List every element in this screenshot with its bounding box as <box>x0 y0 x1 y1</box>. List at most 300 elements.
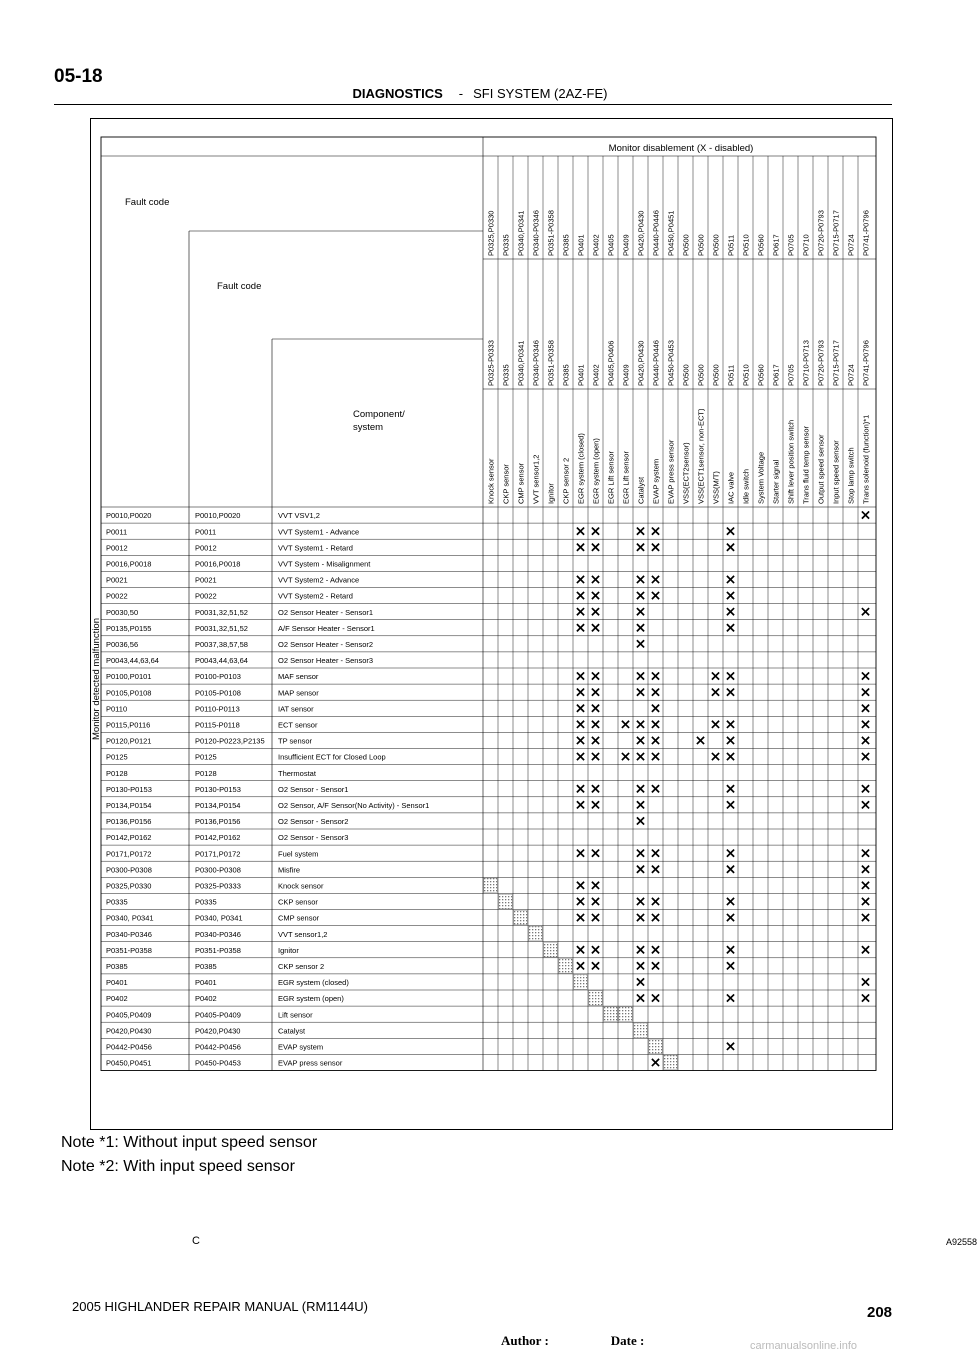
col-code1-24: P0724 <box>846 234 856 256</box>
disabled-x-mark <box>577 962 584 969</box>
disabled-x-mark <box>652 705 659 712</box>
row-code1-19: P0136,P0156 <box>106 817 152 827</box>
shaded-cell <box>514 910 527 925</box>
header-sep: - <box>458 86 464 101</box>
col-component-8: EGR Lift sensor <box>606 451 616 504</box>
col-component-25: Trans solenoid (function)*1 <box>861 414 871 504</box>
disabled-x-mark <box>712 672 719 679</box>
col-code2-15: P0500 <box>711 364 721 386</box>
disabled-x-mark <box>727 528 734 535</box>
disabled-x-mark <box>652 785 659 792</box>
shaded-cell <box>664 1055 677 1070</box>
disabled-x-mark <box>577 898 584 905</box>
section-number: 05-18 <box>54 66 103 87</box>
disabled-x-mark <box>727 576 734 583</box>
col-component-14: VSS(ECT1sensor, non-ECT) <box>696 408 706 504</box>
disabled-x-mark <box>622 753 629 760</box>
row-component-31: Lift sensor <box>278 1010 313 1020</box>
col-component-20: Shift lever position switch <box>786 419 796 504</box>
disabled-x-mark <box>637 592 644 599</box>
row-code1-12: P0110 <box>106 704 128 714</box>
disabled-x-mark <box>577 737 584 744</box>
row-component-6: O2 Sensor Heater - Sensor1 <box>278 607 374 617</box>
row-code2-33: P0442-P0456 <box>195 1042 241 1052</box>
row-code1-11: P0105,P0108 <box>106 688 152 698</box>
col-code2-16: P0511 <box>726 364 736 386</box>
disabled-x-mark <box>592 914 599 921</box>
col-component-3: VVT sensor1,2 <box>531 454 541 504</box>
row-code1-32: P0420,P0430 <box>106 1026 152 1036</box>
col-code2-7: P0402 <box>591 364 601 386</box>
disabled-x-mark <box>637 898 644 905</box>
col-code2-21: P0710-P0713 <box>801 340 811 386</box>
row-code2-17: P0130-P0153 <box>195 784 241 794</box>
disabled-x-mark <box>727 914 734 921</box>
row-component-30: EGR system (open) <box>278 994 344 1004</box>
row-component-12: IAT sensor <box>278 704 314 714</box>
shaded-cell <box>649 1039 662 1054</box>
disabled-x-mark <box>592 608 599 615</box>
figure-corner-letter: C <box>192 1235 200 1247</box>
disabled-x-mark <box>652 994 659 1001</box>
shaded-cell <box>634 1023 647 1038</box>
disabled-x-mark <box>862 608 869 615</box>
row-code1-22: P0300-P0308 <box>106 865 152 875</box>
row-code1-5: P0022 <box>106 591 128 601</box>
disabled-x-mark <box>652 544 659 551</box>
col-code2-9: P0409 <box>621 364 631 386</box>
disabled-x-mark <box>637 544 644 551</box>
disabled-x-mark <box>592 962 599 969</box>
row-code2-34: P0450-P0453 <box>195 1058 241 1068</box>
disabled-x-mark <box>637 576 644 583</box>
row-code1-1: P0011 <box>106 527 128 537</box>
col-component-5: CKP sensor 2 <box>561 457 571 504</box>
col-component-10: Catalyst <box>636 476 646 504</box>
row-code1-16: P0128 <box>106 768 128 778</box>
row-code2-26: P0340-P0346 <box>195 929 241 939</box>
row-component-7: A/F Sensor Heater - Sensor1 <box>278 623 375 633</box>
row-component-11: MAP sensor <box>278 688 319 698</box>
row-code2-4: P0021 <box>195 575 217 585</box>
row-code2-32: P0420,P0430 <box>195 1026 241 1036</box>
row-component-26: VVT sensor1,2 <box>278 929 328 939</box>
disabled-x-mark <box>592 576 599 583</box>
watermark: carmanualsonline.info <box>750 1340 858 1352</box>
disabled-x-mark <box>862 689 869 696</box>
disabled-x-mark <box>727 946 734 953</box>
row-code2-7: P0031,32,51,52 <box>195 623 248 633</box>
disabled-x-mark <box>727 994 734 1001</box>
header-left: DIAGNOSTICS <box>352 86 443 101</box>
disabled-x-mark <box>577 946 584 953</box>
disabled-x-mark <box>652 850 659 857</box>
col-component-23: Input speed sensor <box>831 440 841 504</box>
col-component-17: Idle switch <box>741 468 751 504</box>
disabled-x-mark <box>727 672 734 679</box>
row-code2-9: P0043,44,63,64 <box>195 656 248 666</box>
col-component-16: IAC valve <box>726 471 736 504</box>
disabled-x-mark <box>577 689 584 696</box>
disabled-x-mark <box>622 721 629 728</box>
disabled-x-mark <box>637 946 644 953</box>
disabled-x-mark <box>577 850 584 857</box>
disabled-x-mark <box>727 721 734 728</box>
header-rule <box>54 104 892 105</box>
row-code1-30: P0402 <box>106 994 128 1004</box>
disabled-x-mark <box>712 689 719 696</box>
col-code1-19: P0617 <box>771 234 781 256</box>
disabled-x-mark <box>862 705 869 712</box>
col-component-7: EGR system (open) <box>591 438 601 504</box>
disabled-x-mark <box>637 994 644 1001</box>
row-code2-19: P0136,P0156 <box>195 817 241 827</box>
col-code1-17: P0510 <box>741 234 751 256</box>
component-label-line1: Component/ <box>353 409 405 420</box>
col-component-4: Ignitor <box>546 483 556 504</box>
col-code2-6: P0401 <box>576 364 586 386</box>
shaded-cell <box>559 959 572 974</box>
col-code2-10: P0420,P0430 <box>636 340 646 386</box>
disabled-x-mark <box>727 898 734 905</box>
row-code2-30: P0402 <box>195 994 217 1004</box>
col-component-0: Knock sensor <box>486 458 496 504</box>
col-code1-11: P0440-P0446 <box>651 210 661 256</box>
col-code2-13: P0500 <box>681 364 691 386</box>
col-code2-1: P0335 <box>501 364 511 386</box>
col-component-9: EGR Lift sensor <box>621 451 631 504</box>
disabled-x-mark <box>727 737 734 744</box>
row-component-13: ECT sensor <box>278 720 318 730</box>
note-1: Note *1: Without input speed sensor <box>61 1134 318 1151</box>
row-component-15: Insufficient ECT for Closed Loop <box>278 752 386 762</box>
row-code1-6: P0030,50 <box>106 607 139 617</box>
disabled-x-mark <box>652 592 659 599</box>
disabled-x-mark <box>592 753 599 760</box>
disabled-x-mark <box>727 544 734 551</box>
row-component-8: O2 Sensor Heater - Sensor2 <box>278 640 374 649</box>
row-code1-29: P0401 <box>106 978 128 988</box>
disabled-x-mark <box>697 737 704 744</box>
row-code1-25: P0340, P0341 <box>106 913 154 923</box>
disabled-x-mark <box>862 978 869 985</box>
disabled-x-mark <box>652 914 659 921</box>
col-code1-13: P0500 <box>681 234 691 256</box>
disabled-x-mark <box>652 866 659 873</box>
monitor-table-grid <box>91 119 894 1131</box>
row-code1-13: P0115,P0116 <box>106 720 151 730</box>
row-component-1: VVT System1 - Advance <box>278 527 360 537</box>
col-code2-22: P0720-P0793 <box>816 340 826 386</box>
disabled-x-mark <box>637 801 644 808</box>
shaded-cell <box>484 878 497 893</box>
col-code2-4: P0351-P0358 <box>546 340 556 386</box>
row-code2-10: P0100-P0103 <box>195 672 241 682</box>
disabled-x-mark <box>862 672 869 679</box>
col-code2-3: P0340-P0346 <box>531 340 541 386</box>
disabled-x-mark <box>637 640 644 647</box>
row-code1-0: P0010,P0020 <box>106 511 152 521</box>
manual-title: 2005 HIGHLANDER REPAIR MANUAL (RM1144U) <box>72 1299 368 1314</box>
disabled-x-mark <box>862 785 869 792</box>
row-code2-14: P0120-P0223,P2135 <box>195 736 265 746</box>
col-code1-20: P0705 <box>786 234 796 256</box>
disabled-x-mark <box>862 753 869 760</box>
col-code1-2: P0340,P0341 <box>516 210 526 256</box>
shaded-cell <box>589 991 602 1006</box>
row-code2-16: P0128 <box>195 768 217 778</box>
author-label: Author : <box>501 1333 549 1348</box>
row-code1-2: P0012 <box>106 543 128 553</box>
col-code2-25: P0741-P0796 <box>861 340 871 386</box>
disabled-x-mark <box>727 1043 734 1050</box>
row-code2-13: P0115-P0118 <box>195 720 240 730</box>
row-code1-17: P0130-P0153 <box>106 784 152 794</box>
row-code1-31: P0405,P0409 <box>106 1010 152 1020</box>
figure-id: A92558 <box>946 1237 977 1247</box>
col-component-11: EVAP system <box>651 458 661 504</box>
disabled-x-mark <box>862 721 869 728</box>
disabled-x-mark <box>637 785 644 792</box>
row-code2-3: P0016,P0018 <box>195 559 241 569</box>
row-component-23: Knock sensor <box>278 881 324 891</box>
col-component-13: VSS(ECT2sensor) <box>681 442 691 504</box>
col-code1-22: P0720-P0793 <box>816 210 826 256</box>
disabled-x-mark <box>652 1059 659 1066</box>
disabled-x-mark <box>577 785 584 792</box>
col-code1-16: P0511 <box>726 234 736 256</box>
row-code2-31: P0405-P0409 <box>195 1010 241 1020</box>
disabled-x-mark <box>652 528 659 535</box>
disabled-x-mark <box>652 672 659 679</box>
disabled-x-mark <box>862 898 869 905</box>
disabled-x-mark <box>862 866 869 873</box>
col-code2-20: P0705 <box>786 364 796 386</box>
disabled-x-mark <box>592 592 599 599</box>
author-date-line <box>501 1333 706 1349</box>
disabled-x-mark <box>727 866 734 873</box>
disabled-x-mark <box>592 737 599 744</box>
col-code2-14: P0500 <box>696 364 706 386</box>
col-component-22: Output speed sensor <box>816 434 826 504</box>
row-code2-20: P0142,P0162 <box>195 833 241 843</box>
col-code1-1: P0335 <box>501 234 511 256</box>
disabled-x-mark <box>727 624 734 631</box>
disabled-x-mark <box>592 705 599 712</box>
component-label-line2: system <box>353 422 384 433</box>
row-code1-7: P0135,P0155 <box>106 623 152 633</box>
row-code1-21: P0171,P0172 <box>106 849 152 859</box>
disabled-x-mark <box>712 753 719 760</box>
col-component-6: EGR system (closed) <box>576 433 586 504</box>
row-code1-26: P0340-P0346 <box>106 929 152 939</box>
disabled-x-mark <box>592 850 599 857</box>
disabled-x-mark <box>652 737 659 744</box>
col-component-18: System Voltage <box>756 451 766 504</box>
row-code2-22: P0300-P0308 <box>195 865 241 875</box>
row-component-14: TP sensor <box>278 736 313 746</box>
col-code1-25: P0741-P0796 <box>861 210 871 256</box>
row-code2-0: P0010,P0020 <box>195 511 241 521</box>
row-component-34: EVAP press sensor <box>278 1058 343 1068</box>
col-code1-7: P0402 <box>591 234 601 256</box>
disabled-x-mark <box>862 801 869 808</box>
col-code2-5: P0385 <box>561 364 571 386</box>
disabled-x-mark <box>727 592 734 599</box>
row-component-5: VVT System2 - Retard <box>278 591 353 601</box>
disabled-x-mark <box>577 721 584 728</box>
disabled-x-mark <box>637 753 644 760</box>
row-component-19: O2 Sensor - Sensor2 <box>278 817 349 827</box>
row-component-20: O2 Sensor - Sensor3 <box>278 833 349 843</box>
row-component-33: EVAP system <box>278 1042 324 1052</box>
disabled-x-mark <box>727 753 734 760</box>
col-component-24: Stop lamp switch <box>846 447 856 504</box>
row-code1-20: P0142,P0162 <box>106 833 152 843</box>
col-code1-6: P0401 <box>576 234 586 256</box>
shaded-cell <box>619 1007 632 1022</box>
col-code2-8: P0405,P0406 <box>606 340 616 386</box>
disabled-x-mark <box>727 850 734 857</box>
disabled-x-mark <box>592 672 599 679</box>
row-code1-27: P0351-P0358 <box>106 945 152 955</box>
row-code2-1: P0011 <box>195 527 217 537</box>
disabled-x-mark <box>637 672 644 679</box>
disabled-x-mark <box>592 882 599 889</box>
col-code1-15: P0500 <box>711 234 721 256</box>
page-header <box>0 86 960 101</box>
row-code1-14: P0120,P0121 <box>106 736 152 746</box>
disabled-x-mark <box>637 962 644 969</box>
disabled-x-mark <box>577 576 584 583</box>
row-code2-2: P0012 <box>195 543 217 553</box>
monitor-detected-label: Monitor detected malfunction <box>91 618 102 740</box>
row-code1-34: P0450,P0451 <box>106 1058 152 1068</box>
col-code1-23: P0715-P0717 <box>831 210 841 256</box>
disabled-x-mark <box>727 785 734 792</box>
row-component-18: O2 Sensor, A/F Sensor(No Activity) - Sensor1 <box>278 801 430 810</box>
row-code2-23: P0325-P0333 <box>195 881 241 891</box>
row-code2-25: P0340, P0341 <box>195 913 243 923</box>
row-code1-33: P0442-P0456 <box>106 1042 152 1052</box>
row-component-27: Ignitor <box>278 945 299 955</box>
shaded-cell <box>604 1007 617 1022</box>
row-code2-24: P0335 <box>195 897 217 907</box>
disabled-x-mark <box>577 801 584 808</box>
disabled-x-mark <box>577 705 584 712</box>
disabled-x-mark <box>862 850 869 857</box>
row-code2-6: P0031,32,51,52 <box>195 607 248 617</box>
disabled-x-mark <box>577 592 584 599</box>
disabled-x-mark <box>637 689 644 696</box>
disabled-x-mark <box>592 946 599 953</box>
disabled-x-mark <box>652 946 659 953</box>
disabled-x-mark <box>712 721 719 728</box>
header-right: SFI SYSTEM (2AZ-FE) <box>473 86 608 101</box>
disabled-x-mark <box>592 801 599 808</box>
disabled-x-mark <box>637 721 644 728</box>
row-component-4: VVT System2 - Advance <box>278 575 360 585</box>
disabled-x-mark <box>862 946 869 953</box>
row-component-17: O2 Sensor - Sensor1 <box>278 784 349 794</box>
disabled-x-mark <box>592 721 599 728</box>
row-component-21: Fuel system <box>278 849 319 859</box>
monitor-title: Monitor disablement (X - disabled) <box>608 143 754 154</box>
row-code1-3: P0016,P0018 <box>106 559 152 569</box>
disabled-x-mark <box>592 689 599 696</box>
disabled-x-mark <box>652 721 659 728</box>
row-code2-29: P0401 <box>195 978 217 988</box>
row-component-22: Misfire <box>278 865 301 875</box>
disabled-x-mark <box>577 528 584 535</box>
disabled-x-mark <box>652 898 659 905</box>
disabled-x-mark <box>577 624 584 631</box>
row-code2-12: P0110-P0113 <box>195 704 240 714</box>
disabled-x-mark <box>727 689 734 696</box>
disabled-x-mark <box>727 608 734 615</box>
col-code2-19: P0617 <box>771 364 781 386</box>
row-code1-23: P0325,P0330 <box>106 881 152 891</box>
disabled-x-mark <box>862 511 869 518</box>
col-component-19: Starter signal <box>771 459 781 504</box>
row-code2-8: P0037,38,57,58 <box>195 640 248 649</box>
col-code1-4: P0351-P0358 <box>546 210 556 256</box>
shaded-cell <box>544 943 557 958</box>
disabled-x-mark <box>862 914 869 921</box>
col-code2-0: P0325-P0333 <box>486 340 496 386</box>
disabled-x-mark <box>652 753 659 760</box>
col-code2-11: P0440-P0446 <box>651 340 661 386</box>
col-component-1: CKP sensor <box>501 464 511 504</box>
col-code1-0: P0325,P0330 <box>486 210 496 256</box>
disabled-x-mark <box>577 753 584 760</box>
col-code1-5: P0385 <box>561 234 571 256</box>
disabled-x-mark <box>577 882 584 889</box>
disabled-x-mark <box>637 624 644 631</box>
disabled-x-mark <box>637 528 644 535</box>
disabled-x-mark <box>862 994 869 1001</box>
col-code2-18: P0560 <box>756 364 766 386</box>
date-label: Date : <box>610 1333 645 1348</box>
row-code1-28: P0385 <box>106 962 128 971</box>
disabled-x-mark <box>727 962 734 969</box>
disabled-x-mark <box>637 608 644 615</box>
disabled-x-mark <box>577 544 584 551</box>
col-code2-24: P0724 <box>846 364 856 386</box>
fault-code-label-top: Fault code <box>125 197 170 208</box>
row-component-28: CKP sensor 2 <box>278 962 325 971</box>
disabled-x-mark <box>592 785 599 792</box>
row-code1-18: P0134,P0154 <box>106 801 152 810</box>
row-code1-10: P0100,P0101 <box>106 672 152 682</box>
col-code1-8: P0405 <box>606 234 616 256</box>
row-component-10: MAF sensor <box>278 672 319 682</box>
col-code1-18: P0560 <box>756 234 766 256</box>
col-code2-23: P0715-P0717 <box>831 340 841 386</box>
disabled-x-mark <box>862 882 869 889</box>
col-component-2: CMP sensor <box>516 462 526 504</box>
col-component-15: VSS(M/T) <box>711 471 721 504</box>
page-number: 208 <box>867 1304 893 1321</box>
row-component-29: EGR system (closed) <box>278 978 349 988</box>
disabled-x-mark <box>637 914 644 921</box>
row-code1-15: P0125 <box>106 752 128 762</box>
disabled-x-mark <box>577 672 584 679</box>
note-2: Note *2: With input speed sensor <box>61 1158 295 1175</box>
col-code1-9: P0409 <box>621 234 631 256</box>
disabled-x-mark <box>592 898 599 905</box>
row-code2-21: P0171,P0172 <box>195 849 241 859</box>
